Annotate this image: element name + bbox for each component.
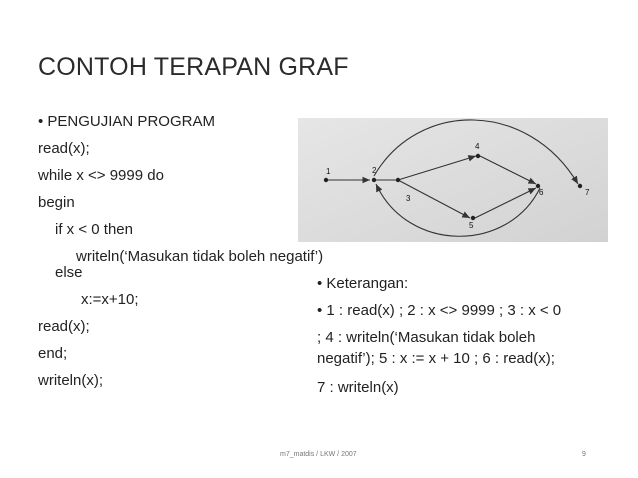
code-line: end; [38, 345, 68, 362]
bullet-heading: • PENGUJIAN PROGRAM [38, 113, 215, 130]
node-4-dot [476, 154, 480, 158]
footer-text: m7_matdis / LKW / 2007 [280, 451, 357, 458]
node-label: 6 [539, 188, 544, 197]
page-number: 9 [582, 451, 586, 458]
node-3-dot [396, 178, 400, 182]
code-line: begin [38, 194, 75, 211]
code-line: writeln(‘Masukan tidak boleh negatif’) [76, 248, 324, 265]
notes-line: • 1 : read(x) ; 2 : x <> 9999 ; 3 : x < 0 [317, 302, 562, 319]
node-label: 2 [372, 166, 377, 175]
node-7-dot [578, 184, 582, 188]
code-line: x:=x+10; [81, 291, 139, 308]
notes-heading: • Keterangan: [317, 275, 409, 292]
code-line: read(x); [38, 140, 90, 157]
node-label: 7 [585, 188, 590, 197]
node-label: 4 [475, 142, 480, 151]
notes-line: negatif’); 5 : x := x + 10 ; 6 : read(x); [317, 350, 555, 367]
node-5-dot [471, 216, 475, 220]
code-line: if x < 0 then [55, 221, 133, 238]
code-line: read(x); [38, 318, 90, 335]
flow-graph-image [298, 118, 608, 242]
code-line: writeln(x); [38, 372, 104, 389]
node-label: 1 [326, 167, 331, 176]
node-2-dot [372, 178, 376, 182]
node-label: 5 [469, 221, 474, 230]
node-1-dot [324, 178, 328, 182]
slide-title: CONTOH TERAPAN GRAF [38, 53, 349, 81]
code-line: while x <> 9999 do [38, 167, 164, 184]
code-line: else [55, 264, 83, 281]
notes-line: 7 : writeln(x) [317, 379, 399, 396]
notes-line: ; 4 : writeln(‘Masukan tidak boleh [317, 329, 536, 346]
node-label: 3 [406, 194, 411, 203]
